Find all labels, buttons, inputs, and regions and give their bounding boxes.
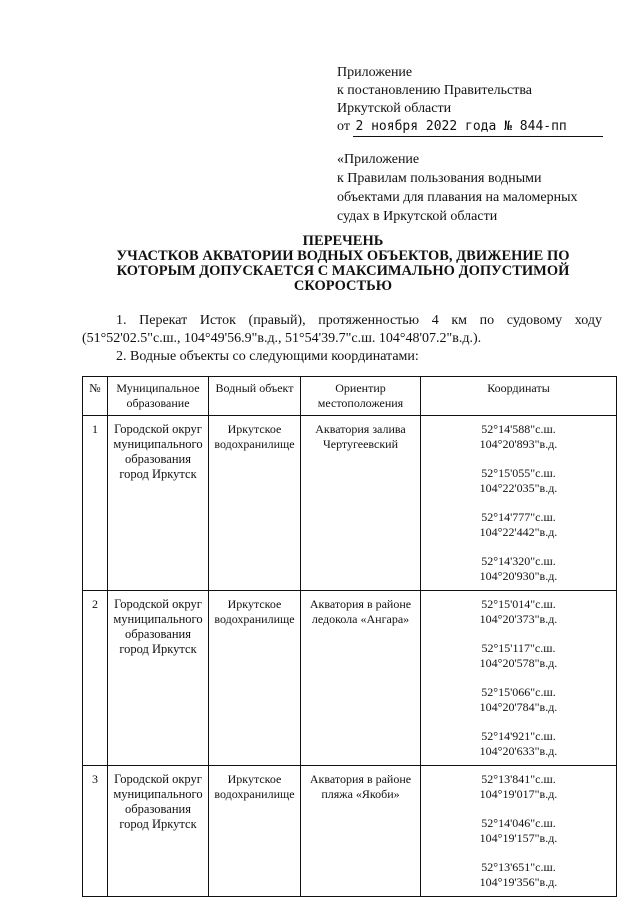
coord-lat: 52°15'055"с.ш. — [481, 466, 556, 480]
coord-pair — [423, 641, 614, 671]
coord-lat: 52°15'117"с.ш. — [481, 641, 556, 655]
coord-pair — [423, 466, 614, 496]
annex-rules-line: объектами для плавания на маломерных — [337, 190, 578, 205]
coord-lon: 104°22'442"в.д. — [479, 525, 558, 539]
cell-municipality: Городской округ муниципального образования город Иркутск — [108, 416, 209, 591]
date-value: 2 ноября 2022 года № 844-пп — [353, 118, 603, 137]
coord-lat: 52°14'320"с.ш. — [481, 554, 556, 568]
coord-pair — [423, 597, 614, 627]
coord-lon: 104°22'035"в.д. — [479, 481, 558, 495]
cell-municipality: Городской округ муниципального образования город Иркутск — [108, 591, 209, 766]
document-title — [100, 234, 586, 294]
title-line: СКОРОСТЬЮ — [293, 278, 393, 294]
annex-line: к постановлению Правительства — [337, 83, 533, 98]
cell-num: 1 — [83, 416, 108, 591]
coord-pair — [423, 422, 614, 452]
coord-lat: 52°13'841"с.ш. — [481, 772, 556, 786]
coord-pair — [423, 685, 614, 715]
coord-lat: 52°15'066"с.ш. — [481, 685, 556, 699]
annex-line: Приложение — [337, 65, 413, 80]
title-line: ПЕРЕЧЕНЬ — [302, 233, 384, 249]
cell-coords — [421, 416, 617, 591]
coord-lon: 104°20'930"в.д. — [479, 569, 558, 583]
coord-lon: 104°20'578"в.д. — [479, 656, 558, 670]
cell-coords — [421, 766, 617, 897]
paragraph-2: 2. Водные объекты со следующими координатами: — [116, 349, 419, 364]
table-header-row — [83, 377, 617, 416]
coord-lon: 104°19'157"в.д. — [479, 831, 558, 845]
cell-water-object: Иркутское водохранилище — [209, 416, 301, 591]
table-row — [83, 416, 617, 591]
coord-lat: 52°14'046"с.ш. — [481, 816, 556, 830]
coord-pair — [423, 729, 614, 759]
coordinates-table — [82, 376, 617, 897]
coord-lat: 52°15'014"с.ш. — [481, 597, 556, 611]
cell-landmark: Акватория в районе пляжа «Якоби» — [301, 766, 421, 897]
coord-lon: 104°20'633"в.д. — [479, 744, 558, 758]
coord-lat: 52°14'588"с.ш. — [481, 422, 556, 436]
cell-landmark: Акватория в районе ледокола «Ангара» — [301, 591, 421, 766]
header-municipality: Муниципальное образование — [108, 377, 209, 416]
annex-rules-header — [337, 150, 612, 226]
header-landmark: Ориентир местоположения — [301, 377, 421, 416]
coord-pair — [423, 554, 614, 584]
coord-lon: 104°20'893"в.д. — [479, 437, 558, 451]
table-row — [83, 591, 617, 766]
cell-landmark: Акватория залива Чертугеевский — [301, 416, 421, 591]
coord-lon: 104°19'017"в.д. — [479, 787, 558, 801]
annex-header — [337, 64, 627, 137]
coord-lon: 104°19'356"в.д. — [479, 875, 558, 889]
cell-water-object: Иркутское водохранилище — [209, 766, 301, 897]
title-line: УЧАСТКОВ АКВАТОРИИ ВОДНЫХ ОБЪЕКТОВ, ДВИЖЕНИЕ ПО — [116, 248, 570, 264]
coord-pair — [423, 510, 614, 540]
paragraph-1: 1. Перекат Исток (правый), протяженностью 4 км по судовому ходу (51°52'02.5"с.ш., 104°49'56.9"в.д., 51°54'39.7"с.ш. 104°48'07.2"в.д.). — [82, 313, 602, 346]
header-num: № — [83, 377, 108, 416]
coord-lat: 52°14'777"с.ш. — [481, 510, 556, 524]
title-line: КОТОРЫМ ДОПУСКАЕТСЯ С МАКСИМАЛЬНО ДОПУСТИМОЙ — [116, 263, 570, 279]
table-row — [83, 766, 617, 897]
coord-lat: 52°14'921"с.ш. — [481, 729, 556, 743]
annex-rules-line: судах в Иркутской области — [337, 209, 498, 224]
annex-rules-line: к Правилам пользования водными — [337, 171, 542, 186]
cell-num: 3 — [83, 766, 108, 897]
annex-line: Иркутской области — [337, 101, 452, 116]
coord-lon: 104°20'784"в.д. — [479, 700, 558, 714]
coord-pair — [423, 860, 614, 890]
coord-lon: 104°20'373"в.д. — [479, 612, 558, 626]
cell-water-object: Иркутское водохранилище — [209, 591, 301, 766]
cell-num: 2 — [83, 591, 108, 766]
coord-pair — [423, 816, 614, 846]
header-water-object: Водный объект — [209, 377, 301, 416]
cell-municipality: Городской округ муниципального образования город Иркутск — [108, 766, 209, 897]
annex-rules-line: «Приложение — [337, 152, 420, 167]
cell-coords — [421, 591, 617, 766]
coord-pair — [423, 772, 614, 802]
date-prefix: от — [337, 119, 350, 134]
coord-lat: 52°13'651"с.ш. — [481, 860, 556, 874]
annex-date — [337, 118, 627, 137]
header-coords: Координаты — [421, 377, 617, 416]
